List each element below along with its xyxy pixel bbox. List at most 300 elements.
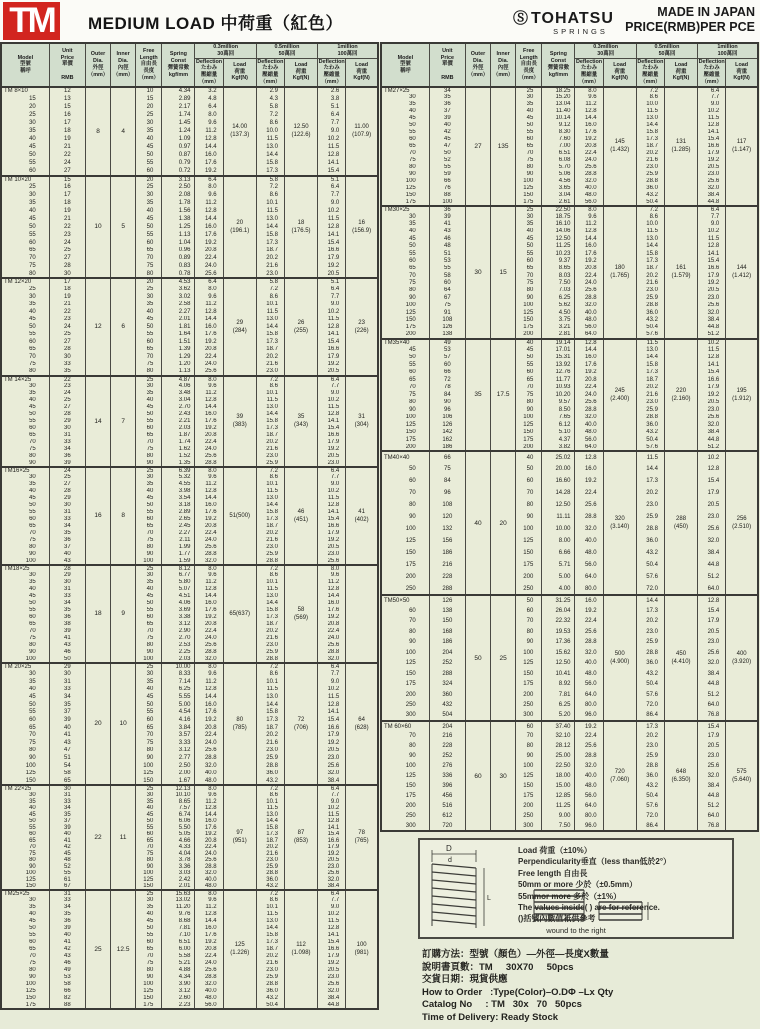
cell-spring-const: 5.20 xyxy=(542,711,575,722)
cell-model-size: 150 xyxy=(381,781,429,791)
cell-spring-const: 13.04 xyxy=(542,101,575,108)
cell-spring-const: 5.50 xyxy=(162,824,195,831)
cell-deflection-03m: 28.8 xyxy=(575,511,603,523)
cell-deflection-03m: 14.4 xyxy=(575,115,603,122)
cell-spring-const: 4.04 xyxy=(162,850,195,857)
cell-deflection-05m: 10.1 xyxy=(256,301,284,309)
cell-spring-const: 4.33 xyxy=(162,844,195,851)
cell-model-size: 50 xyxy=(1,502,49,509)
cell-spring-const: 8.03 xyxy=(542,272,575,279)
cell-spring-const: 6.25 xyxy=(162,686,195,694)
cell-spring-const: 11.25 xyxy=(542,801,575,811)
cell-unit-price: 39 xyxy=(429,115,465,122)
cell-deflection-03m: 8.0 xyxy=(195,467,223,474)
cell-deflection-1m: 17.9 xyxy=(318,353,346,361)
cell-deflection-03m: 28.8 xyxy=(195,863,223,870)
table-row xyxy=(1,530,378,537)
cell-deflection-1m: 44.8 xyxy=(318,1002,346,1009)
cell-deflection-03m: 56.0 xyxy=(575,436,603,444)
cell-load-05m: 131 (1.285) xyxy=(664,87,697,206)
table-row xyxy=(381,220,758,227)
cell-deflection-03m: 24.0 xyxy=(195,537,223,544)
cell-deflection-03m: 3.2 xyxy=(195,87,223,95)
cell-unit-price: 66 xyxy=(429,178,465,185)
cell-deflection-03m: 56.0 xyxy=(575,324,603,331)
cell-deflection-05m: 23.0 xyxy=(636,287,664,294)
cell-deflection-03m: 40.0 xyxy=(195,770,223,778)
cell-deflection-05m: 43.2 xyxy=(636,192,664,199)
cell-free-length: 30 xyxy=(136,474,162,481)
col-header-deflection: Deflection たわみ 壓縮量 （mm） xyxy=(576,58,603,85)
cell-deflection-05m: 43.2 xyxy=(256,883,284,890)
cell-unit-price: 30 xyxy=(49,670,85,678)
cell-unit-price: 29 xyxy=(49,572,85,579)
cell-spring-const: 1.74 xyxy=(162,439,195,446)
cell-unit-price: 66 xyxy=(49,988,85,995)
cell-load-1m: 100 (981) xyxy=(346,890,378,1009)
cell-deflection-05m: 15.8 xyxy=(256,824,284,831)
order-info-line: Catalog No : TM 30x 70 50pcs xyxy=(422,999,582,1011)
table-row xyxy=(1,316,378,324)
cell-model-size: 90 xyxy=(381,637,429,648)
cell-free-length: 125 xyxy=(516,309,542,316)
cell-unit-price: 90 xyxy=(429,399,465,407)
cell-spring-const: 1.52 xyxy=(162,453,195,460)
cell-load-1m: 256 (2.510) xyxy=(726,451,758,595)
cell-unit-price: 35 xyxy=(49,607,85,614)
cell-unit-price: 29 xyxy=(49,663,85,671)
cell-deflection-1m: 15.4 xyxy=(318,338,346,346)
cell-model-size: 100 xyxy=(381,302,429,309)
cell-model-size: 70 xyxy=(1,530,49,537)
cell-free-length: 70 xyxy=(136,628,162,635)
cell-unit-price: 27 xyxy=(49,404,85,411)
cell-model-size: 65 xyxy=(1,346,49,354)
cell-free-length: 150 xyxy=(136,777,162,785)
col-header-cycle-1: 0.5million 50萬回 xyxy=(636,43,697,58)
cell-model-size: 60 xyxy=(381,606,429,617)
cell-spring-const: 13.02 xyxy=(162,897,195,904)
cell-deflection-1m: 7.7 xyxy=(318,119,346,127)
cell-spring-const: 8.30 xyxy=(542,129,575,136)
cell-unit-price: 42 xyxy=(49,946,85,953)
cell-deflection-1m: 16.6 xyxy=(318,837,346,844)
cell-inner-dia: 17.5 xyxy=(491,339,516,452)
table-row xyxy=(381,354,758,362)
cell-unit-price: 25 xyxy=(49,247,85,255)
cell-load-05m: 220 (2.160) xyxy=(664,339,697,452)
cell-unit-price: 41 xyxy=(49,939,85,946)
cell-deflection-05m: 13.0 xyxy=(256,316,284,324)
cell-spring-const: 2.50 xyxy=(162,183,195,191)
cell-unit-price: 504 xyxy=(429,711,465,722)
cell-model-size: 75 xyxy=(1,635,49,642)
cell-unit-price: 31 xyxy=(49,890,85,897)
cell-spring-const: 8.65 xyxy=(162,798,195,805)
cell-deflection-05m: 43.2 xyxy=(636,547,664,559)
cell-deflection-05m: 17.3 xyxy=(256,425,284,432)
cell-deflection-03m: 24.0 xyxy=(195,262,223,270)
cell-deflection-1m: 20.5 xyxy=(318,747,346,755)
cell-spring-const: 17.36 xyxy=(542,637,575,648)
cell-unit-price: 204 xyxy=(429,648,465,659)
table-row xyxy=(1,239,378,247)
cell-model-size: 125 xyxy=(381,421,429,429)
cell-spring-const: 1.59 xyxy=(162,558,195,565)
table-row xyxy=(1,167,378,175)
cell-inner-dia: 6 xyxy=(111,278,136,376)
cell-free-length: 65 xyxy=(136,946,162,953)
cell-deflection-1m: 10.2 xyxy=(698,228,726,235)
table-row xyxy=(1,911,378,918)
cell-free-length: 60 xyxy=(136,167,162,175)
cell-deflection-1m: 11.5 xyxy=(698,235,726,242)
cell-unit-price: 34 xyxy=(49,446,85,453)
cell-unit-price: 612 xyxy=(429,811,465,821)
cell-deflection-1m: 16.6 xyxy=(318,247,346,255)
cell-load-1m: 41 (402) xyxy=(346,467,378,565)
cell-spring-const: 18.00 xyxy=(542,771,575,781)
cell-free-length: 55 xyxy=(136,824,162,831)
cell-spring-const: 12.85 xyxy=(542,791,575,801)
cell-unit-price: 48 xyxy=(429,242,465,249)
cell-model-size: 20 xyxy=(1,103,49,111)
cell-unit-price: 52 xyxy=(49,863,85,870)
cell-spring-const: 10.93 xyxy=(542,384,575,392)
cell-unit-price: 37 xyxy=(49,708,85,716)
cell-free-length: 30 xyxy=(516,94,542,101)
cell-spring-const: 5.07 xyxy=(162,586,195,593)
cell-deflection-1m: 11.5 xyxy=(318,811,346,818)
cell-deflection-1m: 10.2 xyxy=(318,308,346,316)
cell-deflection-1m: 12.8 xyxy=(318,818,346,825)
tm-logo-text: TM xyxy=(9,1,54,40)
table-row xyxy=(1,649,378,656)
tohatsu-logo xyxy=(513,7,614,36)
cell-spring-const: 11.77 xyxy=(542,376,575,384)
cell-spring-const: 1.56 xyxy=(162,207,195,215)
cell-spring-const: 1.39 xyxy=(162,346,195,354)
cell-load-1m: 64 (628) xyxy=(346,663,378,785)
cell-unit-price: 19 xyxy=(49,135,85,143)
cell-unit-price: 30 xyxy=(49,270,85,278)
cell-spring-const: 18.75 xyxy=(542,213,575,220)
table-row xyxy=(381,583,758,595)
cell-deflection-1m: 19.2 xyxy=(318,262,346,270)
table-row xyxy=(381,499,758,511)
cell-deflection-03m: 17.6 xyxy=(575,250,603,257)
cell-free-length: 90 xyxy=(516,171,542,178)
cell-free-length: 30 xyxy=(136,897,162,904)
cell-deflection-05m: 13.0 xyxy=(256,693,284,701)
cell-deflection-05m: 28.8 xyxy=(636,648,664,659)
cell-unit-price: 67 xyxy=(429,294,465,301)
cell-spring-const: 13.92 xyxy=(542,361,575,369)
table-row xyxy=(1,995,378,1002)
table-row xyxy=(1,467,378,474)
cell-spring-const: 15.20 xyxy=(542,94,575,101)
cell-spring-const: 4.50 xyxy=(542,309,575,316)
cell-free-length: 70 xyxy=(516,731,542,741)
cell-spring-const: 1.62 xyxy=(162,446,195,453)
table-row xyxy=(381,265,758,272)
cell-spring-const: 2.45 xyxy=(162,523,195,530)
cell-model-size: 60 xyxy=(1,614,49,621)
cell-deflection-03m: 9.6 xyxy=(575,94,603,101)
cell-unit-price: 15 xyxy=(49,176,85,184)
cell-free-length: 100 xyxy=(136,870,162,877)
table-row xyxy=(1,904,378,911)
cell-free-length: 25 xyxy=(136,376,162,383)
table-row xyxy=(381,627,758,638)
table-row xyxy=(1,739,378,747)
table-header xyxy=(381,43,758,87)
table-row xyxy=(1,460,378,467)
cell-deflection-05m: 20.2 xyxy=(636,272,664,279)
table-row xyxy=(1,143,378,151)
cell-deflection-03m: 12.8 xyxy=(195,308,223,316)
cell-unit-price: 46 xyxy=(429,235,465,242)
table-row xyxy=(1,716,378,724)
cell-deflection-1m: 7.7 xyxy=(318,670,346,678)
cell-spring-const: 4.87 xyxy=(162,376,195,383)
cell-deflection-05m: 11.5 xyxy=(256,911,284,918)
col-header-deflection: Deflection たわみ 壓縮量 （mm） xyxy=(698,58,725,85)
table-row xyxy=(381,272,758,279)
cell-deflection-05m: 23.0 xyxy=(636,399,664,407)
cell-deflection-1m: 11.5 xyxy=(318,215,346,223)
cell-spring-const: 14.06 xyxy=(542,228,575,235)
cell-unit-price: 27 xyxy=(49,254,85,262)
cell-unit-price: 72 xyxy=(429,376,465,384)
table-row xyxy=(381,399,758,407)
model-block xyxy=(1,176,378,279)
cell-deflection-1m: 20.5 xyxy=(698,499,726,511)
cell-deflection-1m: 25.6 xyxy=(698,178,726,185)
cell-deflection-03m: 20.8 xyxy=(195,247,223,255)
cell-deflection-03m: 17.6 xyxy=(195,607,223,614)
table-row xyxy=(1,939,378,946)
cell-deflection-1m: 9.0 xyxy=(318,904,346,911)
cell-model-size: 30 xyxy=(1,293,49,301)
cell-deflection-03m: 11.2 xyxy=(195,579,223,586)
cell-free-length: 50 xyxy=(136,925,162,932)
cell-deflection-05m: 28.8 xyxy=(256,656,284,663)
cell-unit-price: 120 xyxy=(429,511,465,523)
cell-deflection-1m: 38.4 xyxy=(318,995,346,1002)
cell-unit-price: 49 xyxy=(49,967,85,974)
cell-model-size: 60 xyxy=(381,257,429,264)
cell-free-length: 80 xyxy=(136,368,162,376)
cell-free-length: 75 xyxy=(516,279,542,286)
cell-unit-price: 25 xyxy=(49,474,85,481)
cell-load-03m: 20 (196.1) xyxy=(223,176,256,279)
cell-deflection-1m: 23.0 xyxy=(318,863,346,870)
cell-unit-price: 28 xyxy=(49,346,85,354)
cell-deflection-1m: 20.5 xyxy=(698,164,726,171)
table-row xyxy=(381,606,758,617)
cell-deflection-1m: 38.4 xyxy=(698,192,726,199)
cell-deflection-05m: 20.2 xyxy=(256,953,284,960)
cell-spring-const: 2.01 xyxy=(162,316,195,324)
cell-spring-const: 2.90 xyxy=(162,628,195,635)
cell-deflection-05m: 28.8 xyxy=(636,302,664,309)
cell-unit-price: 24 xyxy=(49,159,85,167)
cell-spring-const: 1.74 xyxy=(162,111,195,119)
cell-deflection-03m: 19.2 xyxy=(195,338,223,346)
cell-spring-const: 6.51 xyxy=(162,939,195,946)
cell-spring-const: 7.10 xyxy=(162,932,195,939)
cell-deflection-1m: 20.5 xyxy=(318,967,346,974)
cell-free-length: 35 xyxy=(136,579,162,586)
cell-deflection-03m: 32.0 xyxy=(575,761,603,771)
cell-model-size: 75 xyxy=(1,446,49,453)
cell-deflection-05m: 8.6 xyxy=(256,897,284,904)
table-row xyxy=(381,731,758,741)
cell-model-size: 70 xyxy=(381,731,429,741)
cell-deflection-05m: 50.4 xyxy=(636,324,664,331)
cell-free-length: 40 xyxy=(516,339,542,347)
cell-unit-price: 142 xyxy=(429,429,465,437)
note-line: The values inside( ) are for reference. xyxy=(518,903,660,913)
cell-spring-const: 0.72 xyxy=(162,167,195,175)
col-header-load: Load 荷重 Kgf(N) xyxy=(664,58,697,87)
cell-deflection-05m: 7.2 xyxy=(636,87,664,94)
cell-spring-const: 3.36 xyxy=(162,863,195,870)
cell-deflection-05m: 8.6 xyxy=(256,191,284,199)
cell-free-length: 40 xyxy=(136,135,162,143)
cell-deflection-1m: 14.1 xyxy=(318,418,346,425)
cell-deflection-05m: 15.8 xyxy=(256,607,284,614)
cell-model-size: 60 xyxy=(1,167,49,175)
cell-free-length: 65 xyxy=(136,837,162,844)
cell-free-length: 65 xyxy=(136,247,162,255)
cell-deflection-1m: 19.2 xyxy=(318,537,346,544)
table-row xyxy=(381,821,758,831)
cell-deflection-03m: 24.0 xyxy=(195,446,223,453)
cell-deflection-1m: 16.6 xyxy=(318,946,346,953)
model-block xyxy=(1,376,378,467)
cell-unit-price: 75 xyxy=(429,463,465,475)
cell-spring-const: 7.00 xyxy=(542,143,575,150)
table-row xyxy=(1,509,378,516)
cell-outer-dia: 30 xyxy=(465,206,490,339)
table-row xyxy=(381,751,758,761)
cell-unit-price: 23 xyxy=(49,231,85,239)
cell-free-length: 70 xyxy=(136,353,162,361)
cell-spring-const: 9.76 xyxy=(162,911,195,918)
cell-deflection-03m: 19.2 xyxy=(195,614,223,621)
cell-model-size: 35 xyxy=(1,798,49,805)
cell-deflection-1m: 17.9 xyxy=(698,731,726,741)
cell-deflection-05m: 15.8 xyxy=(636,129,664,136)
cell-unit-price: 43 xyxy=(49,739,85,747)
cell-model-size: 90 xyxy=(381,171,429,178)
cell-unit-price: 33 xyxy=(49,516,85,523)
cell-spring-const: 2.43 xyxy=(162,411,195,418)
cell-spring-const: 7.81 xyxy=(162,925,195,932)
cell-deflection-05m: 14.4 xyxy=(636,595,664,606)
table-row xyxy=(1,777,378,785)
cell-spring-const: 3.03 xyxy=(162,870,195,877)
cell-deflection-1m: 10.2 xyxy=(698,339,726,347)
cell-deflection-05m: 21.6 xyxy=(256,850,284,857)
table-row xyxy=(1,176,378,184)
cell-deflection-1m: 24.0 xyxy=(318,635,346,642)
model-block xyxy=(1,87,378,176)
cell-spring-const: 11.40 xyxy=(542,108,575,115)
cell-model-size: 50 xyxy=(1,925,49,932)
cell-deflection-1m: 7.7 xyxy=(318,474,346,481)
cell-deflection-05m: 7.2 xyxy=(256,111,284,119)
table-row xyxy=(1,331,378,339)
cell-deflection-05m: 72.0 xyxy=(636,811,664,821)
cell-deflection-03m: 48.0 xyxy=(575,781,603,791)
cell-model-size: 50 xyxy=(1,600,49,607)
cell-deflection-05m: 18.7 xyxy=(256,837,284,844)
cell-deflection-1m: 7.7 xyxy=(318,383,346,390)
cell-deflection-05m: 18.7 xyxy=(256,724,284,732)
cell-free-length: 175 xyxy=(136,1002,162,1009)
cell-deflection-05m: 17.3 xyxy=(256,239,284,247)
cell-deflection-1m: 7.7 xyxy=(318,293,346,301)
cell-deflection-05m: 50.4 xyxy=(636,436,664,444)
table-row xyxy=(1,439,378,446)
cell-free-length: 40 xyxy=(136,686,162,694)
cell-free-length: 35 xyxy=(136,301,162,309)
cell-model-size: 35 xyxy=(1,301,49,309)
table-row xyxy=(1,87,378,95)
cell-deflection-05m: 7.2 xyxy=(256,890,284,897)
cell-unit-price: 33 xyxy=(49,593,85,600)
cell-deflection-1m: 25.6 xyxy=(698,648,726,659)
cell-spring-const: 7.50 xyxy=(542,279,575,286)
cell-free-length: 80 xyxy=(516,287,542,294)
cell-spring-const: 22.32 xyxy=(542,616,575,627)
cell-model-size: 125 xyxy=(381,309,429,316)
cell-deflection-05m: 23.0 xyxy=(256,857,284,864)
cell-free-length: 35 xyxy=(136,199,162,207)
cell-unit-price: 96 xyxy=(429,487,465,499)
cell-model-size: 45 xyxy=(1,811,49,818)
col-header-outer-dia: Outer Dia. 外徑 （mm） xyxy=(465,43,490,87)
table-row xyxy=(381,595,758,606)
cell-deflection-05m: 14.4 xyxy=(256,818,284,825)
cell-free-length: 60 xyxy=(516,606,542,617)
cell-deflection-03m: 48.0 xyxy=(195,883,223,890)
cell-free-length: 90 xyxy=(136,460,162,467)
table-row xyxy=(1,323,378,331)
cell-deflection-03m: 9.6 xyxy=(575,213,603,220)
cell-unit-price: 39 xyxy=(49,824,85,831)
cell-unit-price: 720 xyxy=(429,821,465,831)
cell-load-05m: 35 (343) xyxy=(284,376,317,467)
cell-spring-const: 1.51 xyxy=(162,338,195,346)
cell-inner-dia: 30 xyxy=(491,721,516,831)
cell-model-size: 75 xyxy=(1,262,49,270)
cell-deflection-03m: 9.6 xyxy=(195,119,223,127)
cell-spring-const: 3.65 xyxy=(542,185,575,192)
cell-deflection-03m: 16.0 xyxy=(195,323,223,331)
cell-load-03m: 65(637) xyxy=(223,565,256,663)
cell-deflection-1m: 14.1 xyxy=(698,129,726,136)
cell-load-03m: 245 (2.400) xyxy=(603,339,636,452)
tolerance-notes xyxy=(518,845,671,925)
cell-unit-price: 108 xyxy=(429,499,465,511)
cell-unit-price: 66 xyxy=(429,451,465,463)
cell-spring-const: 19.53 xyxy=(542,627,575,638)
made-in-japan: MADE IN JAPAN xyxy=(657,5,755,19)
